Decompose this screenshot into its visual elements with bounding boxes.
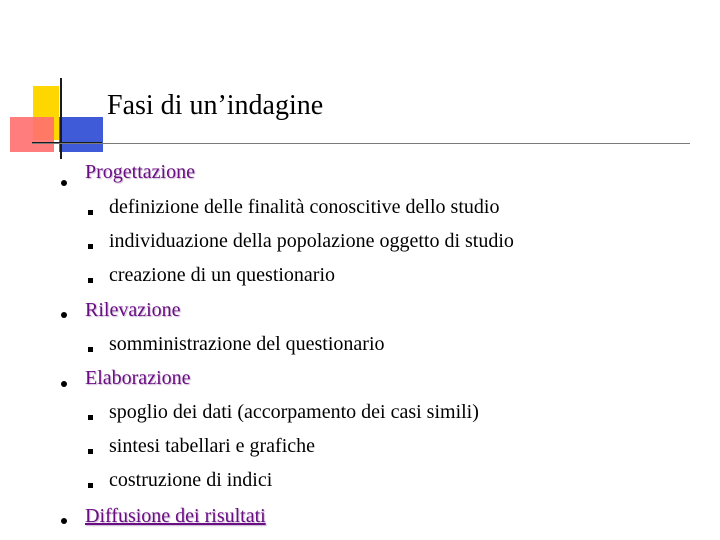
bullet-square-icon xyxy=(88,449,93,454)
list-item: definizione delle finalità conoscitive dello studio xyxy=(109,196,500,218)
slide-title: Fasi di un’indagine xyxy=(107,90,324,121)
list-item: creazione di un questionario xyxy=(109,264,336,286)
list-item: sintesi tabellari e grafiche xyxy=(109,435,316,457)
section-elaborazione: Elaborazione xyxy=(85,367,191,389)
bullet-square-icon xyxy=(88,347,93,352)
bullet-square-icon xyxy=(88,210,93,215)
list-item: somministrazione del questionario xyxy=(109,333,385,355)
list-item: costruzione di indici xyxy=(109,469,273,491)
bullet-dot-icon xyxy=(61,518,67,524)
section-progettazione: Progettazione xyxy=(85,161,195,183)
bullet-square-icon xyxy=(88,278,93,283)
list-item: spoglio dei dati (accorpamento dei casi simili) xyxy=(109,401,479,423)
bullet-dot-icon xyxy=(61,180,67,186)
bullet-square-icon xyxy=(88,244,93,249)
bullet-dot-icon xyxy=(61,312,67,318)
section-rilevazione: Rilevazione xyxy=(85,299,181,321)
bullet-square-icon xyxy=(88,483,93,488)
bullet-dot-icon xyxy=(61,381,67,387)
list-item: individuazione della popolazione oggetto di studio xyxy=(109,230,514,252)
bullet-square-icon xyxy=(88,415,93,420)
section-diffusione: Diffusione dei risultati xyxy=(85,505,266,527)
